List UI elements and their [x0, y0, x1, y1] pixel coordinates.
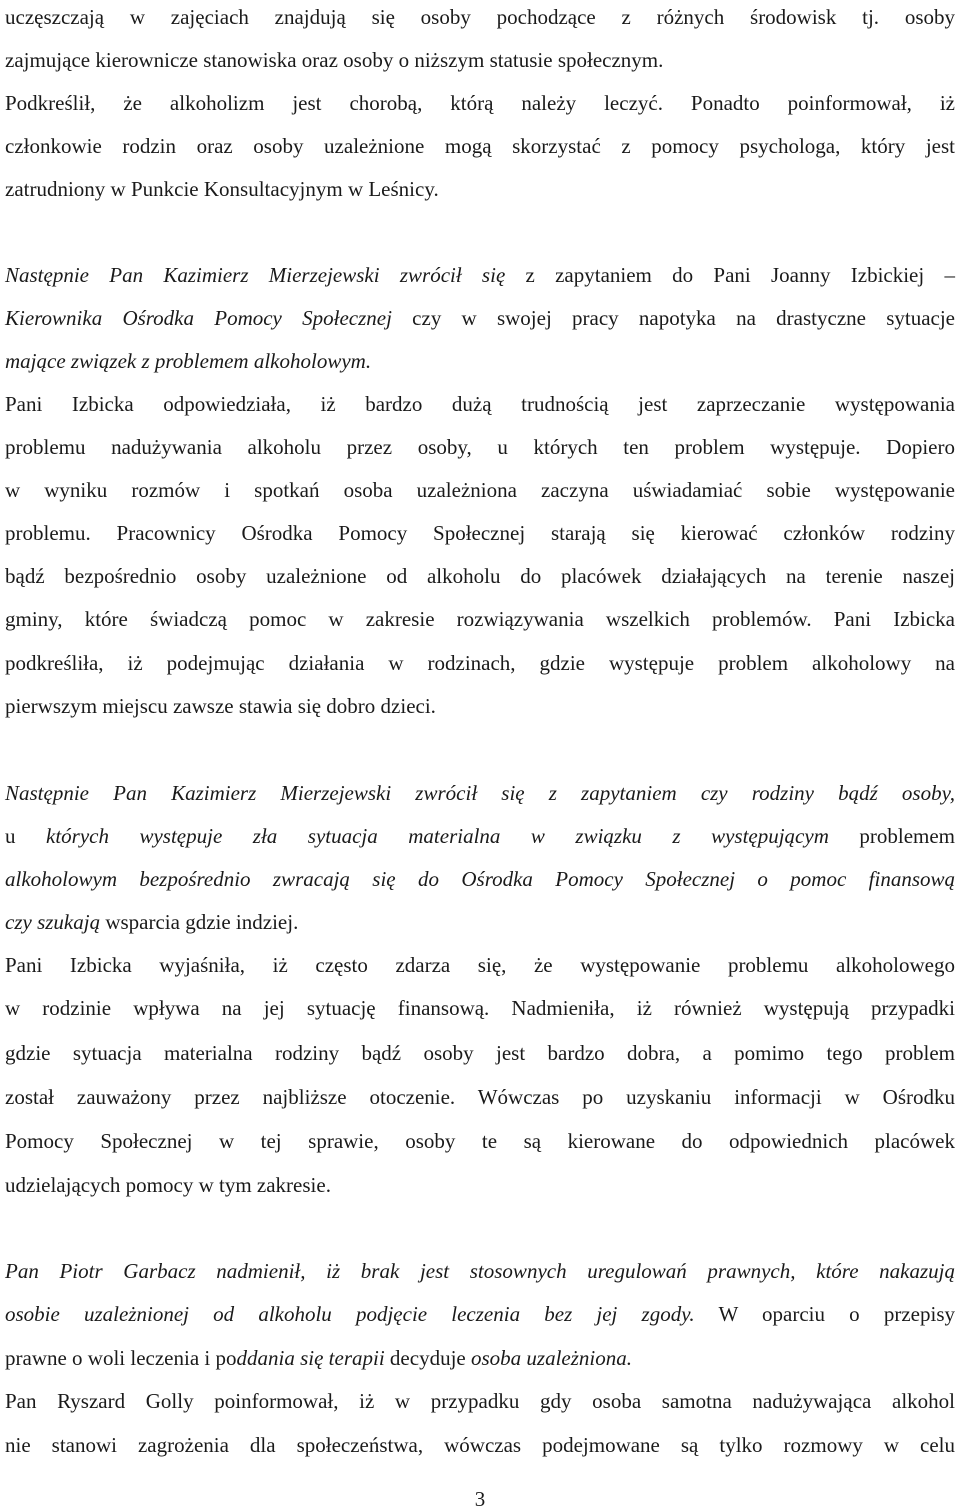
text-segment: zatrudniony w Punkcie Konsultacyjnym w Leśnicy.	[5, 177, 439, 201]
text-segment: gdzie sytuacja materialna rodziny bądź osoby jest bardzo dobra, a pomimo tego problem	[5, 1041, 955, 1065]
text-line	[5, 1432, 955, 1458]
text-line	[5, 563, 955, 589]
text-line	[5, 47, 955, 73]
text-line	[5, 434, 955, 460]
text-line	[5, 305, 955, 331]
text-line	[5, 133, 955, 159]
text-line	[5, 650, 955, 676]
italic-text-segment: Pan Piotr Garbacz nadmienił, iż brak jest stosownych uregulowań prawnych, które nakazują	[5, 1259, 955, 1283]
text-line	[5, 866, 955, 892]
text-line	[5, 1388, 955, 1414]
text-line	[5, 391, 955, 417]
italic-text-segment: czy szukają	[5, 910, 101, 934]
italic-text-segment: –	[944, 263, 955, 287]
text-line	[5, 90, 955, 116]
text-segment: Podkreślił, że alkoholizm jest chorobą, którą należy leczyć. Ponadto poinformował, iż	[5, 91, 955, 115]
text-line	[5, 4, 955, 30]
text-line	[5, 477, 955, 503]
text-line	[5, 1084, 955, 1110]
text-segment: członkowie rodzin oraz osoby uzależnione mogą skorzystać z pomocy psychologa, który jest	[5, 134, 955, 158]
text-segment: Pomocy Społecznej w tej sprawie, osoby te są kierowane do odpowiednich placówek	[5, 1129, 955, 1153]
text-line	[5, 1345, 955, 1371]
text-line	[5, 1128, 955, 1154]
text-line	[5, 348, 955, 374]
text-line	[5, 693, 955, 719]
text-segment: problemem	[828, 824, 956, 848]
text-segment: prawne o woli leczenia i po	[5, 1346, 237, 1370]
text-line	[5, 1258, 955, 1284]
text-segment: wsparcia gdzie indziej.	[100, 910, 299, 934]
text-segment: decyduje	[384, 1346, 471, 1370]
text-segment: zajmujące kierownicze stanowiska oraz osoby o niższym statusie społecznym.	[5, 48, 664, 72]
text-line	[5, 909, 955, 935]
text-segment: Pani Izbicka wyjaśniła, iż często zdarza się, że występowanie problemu alkoholowego	[5, 953, 955, 977]
text-segment: z zapytaniem do Pani Joanny Izbickiej	[505, 263, 945, 287]
text-line	[5, 1172, 955, 1198]
text-segment: podkreśliła, iż podejmując działania w rodzinach, gdzie występuje problem alkoholowy na	[5, 651, 955, 675]
text-segment: uczęszczają w zajęciach znajdują się osoby pochodzące z różnych środowisk tj. osoby	[5, 5, 955, 29]
text-line	[5, 952, 955, 978]
text-segment: w wyniku rozmów i spotkań osoba uzależniona zaczyna uświadamiać sobie występowanie	[5, 478, 955, 502]
italic-text-segment: osoba uzależniona.	[470, 1346, 632, 1370]
italic-text-segment: Następnie Pan Kazimierz Mierzejewski zwrócił się z zapytaniem czy rodziny bądź osoby,	[5, 781, 955, 805]
text-line	[5, 606, 955, 632]
italic-text-segment: Następnie Pan Kazimierz Mierzejewski zwrócił się	[5, 263, 506, 287]
italic-text-segment: Kierownika Ośrodka Pomocy Społecznej	[5, 306, 392, 330]
text-line	[5, 176, 955, 202]
text-segment: problemu nadużywania alkoholu przez osoby, u których ten problem występuje. Dopiero	[5, 435, 955, 459]
text-line	[5, 780, 955, 806]
text-line	[5, 1301, 955, 1327]
italic-text-segment: których występuje zła sytuacja materialna w związku z występującym	[46, 824, 829, 848]
text-segment: czy w swojej pracy napotyka na drastyczne sytuacje	[391, 306, 955, 330]
italic-text-segment: alkoholowym bezpośrednio zwracają się do Ośrodka Pomocy Społecznej o pomoc finansową	[5, 867, 955, 891]
text-segment: został zauważony przez najbliższe otoczenie. Wówczas po uzyskaniu informacji w Ośrodku	[5, 1085, 955, 1109]
text-line	[5, 1040, 955, 1066]
text-segment: nie stanowi zagrożenia dla społeczeństwa, wówczas podejmowane są tylko rozmowy w celu	[5, 1433, 955, 1457]
text-segment: Pan Ryszard Golly poinformował, iż w przypadku gdy osoba samotna nadużywająca alkohol	[5, 1389, 955, 1413]
text-line	[5, 995, 955, 1021]
italic-text-segment: mające związek z problemem alkoholowym.	[5, 349, 372, 373]
text-segment: pierwszym miejscu zawsze stawia się dobro dzieci.	[5, 694, 436, 718]
text-line	[5, 520, 955, 546]
text-segment: u	[5, 824, 46, 848]
page-number: 3	[474, 1487, 486, 1511]
text-segment: udzielających pomocy w tym zakresie.	[5, 1173, 331, 1197]
text-segment: bądź bezpośrednio osoby uzależnione od alkoholu do placówek działających na terenie naszej	[5, 564, 955, 588]
italic-text-segment: ddania się terapii	[236, 1346, 385, 1370]
italic-text-segment: osobie uzależnionej od alkoholu podjęcie leczenia bez jej zgody.	[5, 1302, 695, 1326]
text-segment: gminy, które świadczą pomoc w zakresie rozwiązywania wszelkich problemów. Pani Izbicka	[5, 607, 955, 631]
text-segment: problemu. Pracownicy Ośrodka Pomocy Społecznej starają się kierować członków rodziny	[5, 521, 955, 545]
text-line	[5, 823, 955, 849]
text-line	[5, 262, 955, 288]
text-segment: w rodzinie wpływa na jej sytuację finansową. Nadmieniła, iż również występują przypadki	[5, 996, 955, 1020]
text-segment: Pani Izbicka odpowiedziała, iż bardzo dużą trudnością jest zaprzeczanie występowania	[5, 392, 955, 416]
text-segment: W oparciu o przepisy	[694, 1302, 955, 1326]
